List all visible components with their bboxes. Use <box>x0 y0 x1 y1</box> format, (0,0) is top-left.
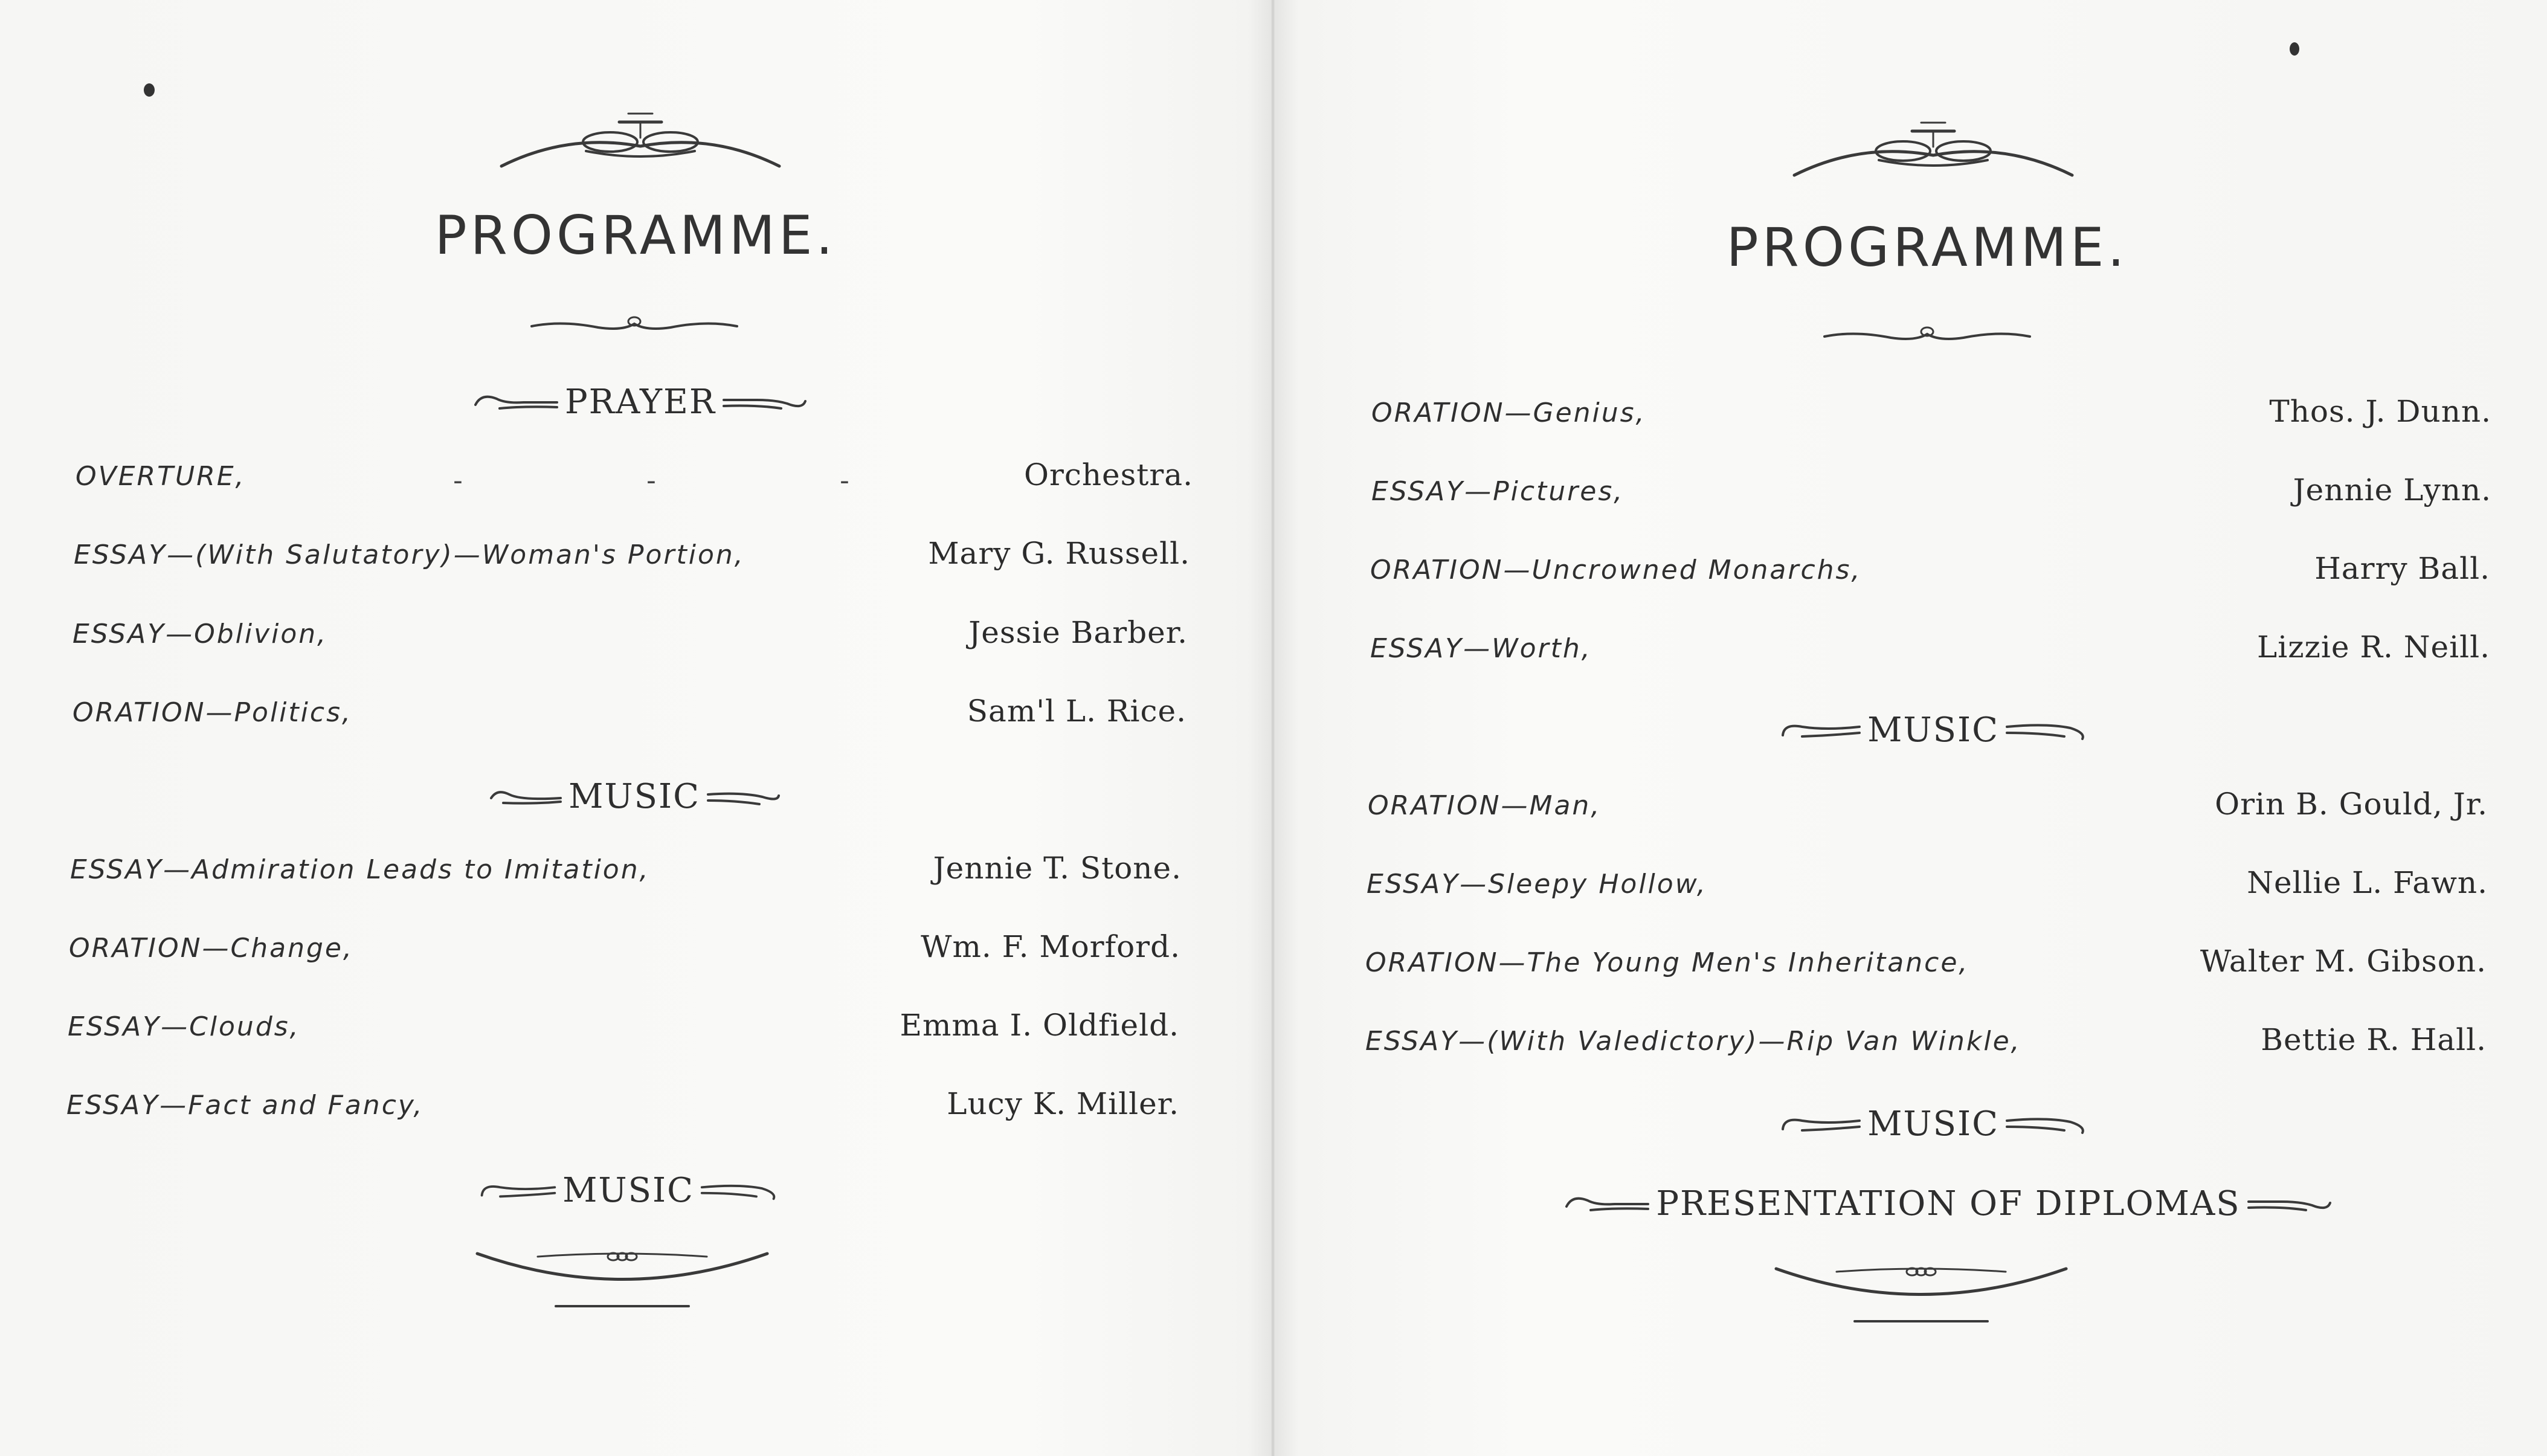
performer-name: Orchestra. <box>1023 457 1193 492</box>
right-scroll-ornament <box>699 1175 779 1205</box>
top-flourish-ornament <box>495 109 785 175</box>
presentation-label: PRESENTATION OF DIPLOMAS <box>1656 1184 2241 1223</box>
right-scroll-ornament <box>2004 1109 2088 1139</box>
programme-item <box>1371 394 2491 436</box>
left-scroll-ornament <box>1778 1109 1863 1139</box>
performer-name: Wm. F. Morford. <box>921 929 1180 964</box>
music-label: MUSIC <box>1867 1104 1999 1144</box>
right-scroll-ornament <box>2004 715 2088 745</box>
performer-name: Lucy K. Miller. <box>947 1086 1179 1121</box>
programme-item <box>1370 630 2490 672</box>
left-scroll-ornament <box>485 781 564 811</box>
programme-item <box>70 851 1182 893</box>
programme-item <box>1365 1022 2487 1065</box>
programme-item <box>1367 865 2488 907</box>
piece-title: ESSAY—Fact and Fancy, <box>66 1090 424 1121</box>
music-heading <box>477 1166 779 1214</box>
programme-item <box>1368 787 2488 829</box>
music-label: MUSIC <box>568 776 700 816</box>
left-scroll-ornament <box>477 1175 558 1205</box>
programme-item <box>1370 551 2490 593</box>
left-page <box>0 0 1269 1456</box>
ink-speck <box>2290 42 2299 56</box>
performer-name: Jennie Lynn. <box>2293 472 2491 507</box>
piece-title: ESSAY—Admiration Leads to Imitation, <box>70 854 650 885</box>
programme-item <box>74 536 1190 578</box>
performer-name: Jennie T. Stone. <box>933 851 1182 886</box>
prayer-label: PRAYER <box>564 382 716 422</box>
piece-title: ESSAY—Pictures, <box>1371 476 1624 507</box>
performer-name: Nellie L. Fawn. <box>2247 865 2488 900</box>
left-scroll-ornament <box>469 387 560 417</box>
music-heading <box>1770 706 2096 754</box>
programme-item <box>72 615 1188 657</box>
music-heading <box>1770 1100 2096 1148</box>
performer-name: Sam'l L. Rice. <box>967 694 1187 729</box>
piece-title: ORATION—Politics, <box>72 697 352 728</box>
piece-title: ORATION—The Young Men's Inheritance, <box>1365 947 1969 978</box>
piece-title: ESSAY—Sleepy Hollow, <box>1367 869 1707 900</box>
leader-dashes: - - - <box>453 465 849 496</box>
bottom-flourish-ornament <box>471 1239 773 1317</box>
performer-name: Walter M. Gibson. <box>2200 944 2487 979</box>
performer-name: Harry Ball. <box>2314 551 2490 586</box>
left-scroll-ornament <box>1778 715 1863 745</box>
piece-title: ESSAY—Worth, <box>1370 633 1592 664</box>
music-label: MUSIC <box>562 1170 694 1210</box>
right-scroll-ornament <box>705 781 784 811</box>
title-rule-ornament <box>526 313 743 337</box>
performer-name: Lizzie R. Neill. <box>2257 630 2490 665</box>
music-heading <box>477 772 791 820</box>
right-page <box>1275 0 2547 1456</box>
performer-name: Orin B. Gould, Jr. <box>2215 787 2488 822</box>
programme-item <box>68 1008 1179 1050</box>
top-flourish-ornament <box>1788 118 2078 184</box>
piece-title: ORATION—Genius, <box>1371 398 1646 428</box>
performer-name: Thos. J. Dunn. <box>2269 394 2491 429</box>
programme-item <box>72 694 1187 736</box>
presentation-heading <box>1559 1179 2338 1228</box>
programme-item <box>1365 944 2487 986</box>
right-scroll-ornament <box>2246 1188 2336 1219</box>
piece-title: ORATION—Man, <box>1368 790 1602 821</box>
music-label: MUSIC <box>1867 710 1999 750</box>
performer-name: Emma I. Oldfield. <box>900 1008 1179 1043</box>
bottom-flourish-ornament <box>1770 1254 2072 1332</box>
page-title: PROGRAMME. <box>434 204 837 266</box>
programme-item <box>69 929 1180 971</box>
programme-item <box>66 1086 1179 1129</box>
programme-item <box>1371 472 2491 515</box>
piece-title: ESSAY—Clouds, <box>68 1011 300 1042</box>
performer-name: Jessie Barber. <box>968 615 1188 650</box>
piece-title: ORATION—Uncrowned Monarchs, <box>1370 555 1862 585</box>
piece-title: ESSAY—Oblivion, <box>72 619 328 649</box>
performer-name: Bettie R. Hall. <box>2261 1022 2487 1057</box>
page-title: PROGRAMME. <box>1726 216 2128 279</box>
piece-title: ESSAY—(With Salutatory)—Woman's Portion, <box>74 540 745 570</box>
prayer-heading <box>459 378 822 426</box>
performer-name: Mary G. Russell. <box>928 536 1190 571</box>
piece-title: ESSAY—(With Valedictory)—Rip Van Winkle, <box>1365 1026 2021 1057</box>
ink-speck <box>144 83 155 97</box>
left-scroll-ornament <box>1560 1188 1651 1219</box>
title-rule-ornament <box>1818 323 2036 347</box>
right-scroll-ornament <box>721 387 811 417</box>
piece-title: ORATION—Change, <box>69 933 353 964</box>
piece-title: OVERTURE, <box>76 461 246 492</box>
